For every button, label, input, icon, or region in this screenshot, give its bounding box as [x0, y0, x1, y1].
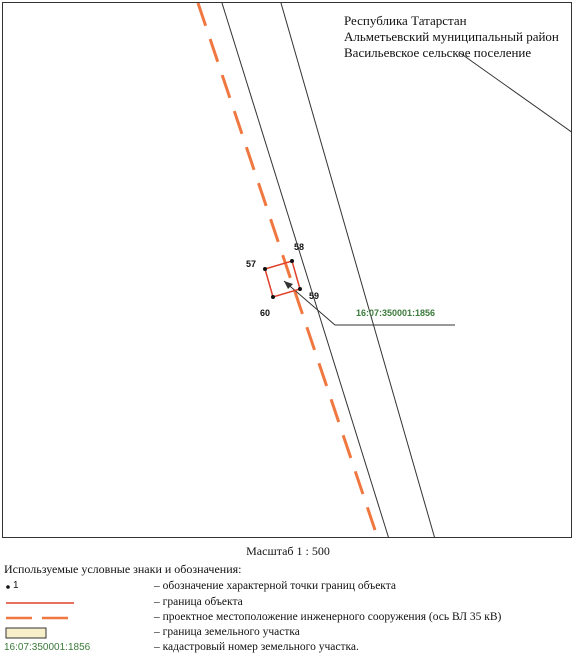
- parcel-boundary-left: [222, 3, 389, 538]
- parcel-boundary-right: [281, 3, 435, 538]
- legend-desc-axis: – проектное местоположение инженерного сооружения (ось ВЛ 35 кВ): [154, 611, 502, 623]
- map-canvas: [3, 3, 572, 538]
- legend-desc-parcel: – граница земельного участка: [154, 626, 300, 638]
- legend-row-point: [4, 580, 574, 594]
- cadastral-leader-line: [284, 281, 455, 325]
- legend-title: Используемые условные знаки и обозначения:: [4, 562, 242, 576]
- legend-symbol-axis: [4, 611, 124, 625]
- point-59-label: 59: [309, 291, 320, 301]
- point-57-label: 57: [246, 259, 257, 269]
- region-district: Альметьевский муниципальный район: [344, 29, 559, 44]
- legend-symbol-parcel: [4, 626, 124, 640]
- legend-symbol-cadastral: [4, 641, 124, 655]
- point-58-marker: [290, 259, 294, 263]
- map-frame: [2, 2, 572, 538]
- legend-cadastral-sample: 16:07:350001:1856: [4, 642, 91, 653]
- legend-symbol-object-boundary: [4, 596, 124, 610]
- point-58-label: 58: [294, 242, 305, 252]
- legend-desc-point: – обозначение характерной точки границ объекта: [154, 580, 397, 592]
- parcel-boundary-corner: [460, 53, 572, 133]
- region-republic: Республика Татарстан: [344, 13, 467, 28]
- legend-desc-object-boundary: – граница объекта: [154, 596, 243, 608]
- point-60-marker: [271, 295, 275, 299]
- legend-row-cadastral: [4, 641, 574, 655]
- legend-row-parcel: [4, 626, 574, 640]
- region-settlement: Васильевское сельское поселение: [344, 45, 532, 60]
- legend-point-number: 1: [13, 580, 19, 591]
- legend-desc-cadastral: – кадастровый номер земельного участка.: [154, 641, 359, 653]
- scale-caption: Масштаб 1 : 500: [246, 544, 330, 558]
- legend-symbol-point: [4, 580, 124, 594]
- power-line-axis: [198, 3, 378, 538]
- point-57-marker: [263, 267, 267, 271]
- legend-row-object-boundary: [4, 596, 574, 610]
- region-caption: [344, 13, 559, 61]
- point-59-marker: [298, 287, 302, 291]
- cadastral-number-label: 16:07:350001:1856: [356, 308, 436, 318]
- legend-row-axis: [4, 611, 574, 625]
- point-60-label: 60: [260, 308, 271, 318]
